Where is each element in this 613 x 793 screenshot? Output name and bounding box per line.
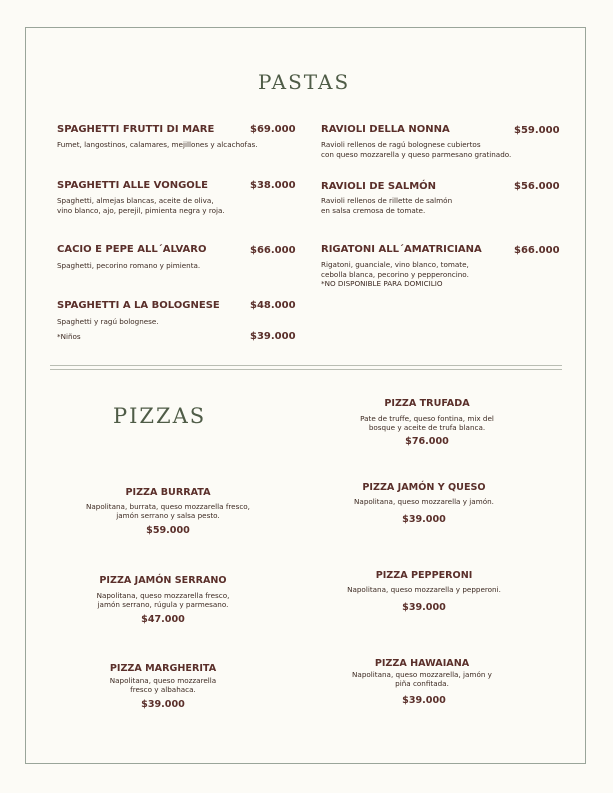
pizza-name: PIZZA HAWAIANA [374,658,470,669]
pizza-price: $76.000 [405,436,449,447]
pasta-name: SPAGHETTI FRUTTI DI MARE [57,124,215,135]
pizza-name: PIZZA MARGHERITA [109,663,217,674]
pizza-description: Napolitana, burrata, queso mozzarella fresco, jamón serrano y salsa pesto. [86,502,250,520]
pasta-name: CACIO E PEPE ALL´ALVARO [57,244,207,255]
pasta-description: Spaghetti, pecorino romano y pimienta. [57,261,201,270]
pasta-description: Spaghetti y ragú bolognese. [57,317,159,326]
pasta-price: $69.000 [250,124,296,135]
pizza-price: $39.000 [402,514,446,525]
ninos-label: *Niños [57,332,81,341]
pizza-description: Napolitana, queso mozzarella fresco, jamón serrano, rúgula y parmesano. [96,591,230,609]
pasta-price: $56.000 [514,181,560,192]
pizza-price: $39.000 [402,602,446,613]
pasta-name: SPAGHETTI ALLE VONGOLE [57,180,208,191]
pasta-name: RAVIOLI DE SALMÓN [321,181,437,192]
pasta-description: Ravioli rellenos de ragú bolognese cubiertos con queso mozzarella y queso parmesano gratinado. [321,140,512,159]
ninos-price: $39.000 [250,331,296,342]
section-divider-top [50,365,562,366]
pasta-price: $66.000 [514,245,560,256]
pasta-description: Fumet, langostinos, calamares, mejillones y alcachofas. [57,140,258,149]
pasta-description: Ravioli rellenos de rillette de salmón en salsa cremosa de tomate. [321,196,453,215]
pasta-price: $38.000 [250,180,296,191]
pizza-price: $39.000 [402,695,446,706]
pastas-title: PASTAS [258,70,351,94]
pizza-name: PIZZA BURRATA [125,487,211,498]
pasta-description: Rigatoni, guanciale, vino blanco, tomate, cebolla blanca, pecorino y pepperoncino. *NO DISPONIBLE PARA DOMICILIO [321,260,469,288]
pizza-price: $47.000 [141,614,185,625]
pasta-price: $66.000 [250,245,296,256]
pizza-price: $59.000 [146,525,190,536]
pizza-description: Napolitana, queso mozzarella, jamón y piña confitada. [352,670,492,688]
pizza-description: Napolitana, queso mozzarella y pepperoni. [347,585,501,594]
pizza-name: PIZZA JAMÓN Y QUESO [362,482,486,493]
section-divider-bottom [50,369,562,370]
pizza-name: PIZZA PEPPERONI [375,570,473,581]
pasta-name: RIGATONI ALL´AMATRICIANA [321,244,482,255]
pizza-description: Pate de truffe, queso fontina, mix del bosque y aceite de trufa blanca. [360,414,494,432]
pasta-price: $59.000 [514,125,560,136]
pasta-price: $48.000 [250,300,296,311]
pasta-name: SPAGHETTI A LA BOLOGNESE [57,300,220,311]
pizza-price: $39.000 [141,699,185,710]
menu-frame [25,27,586,764]
pizzas-title: PIZZAS [113,404,207,428]
pasta-name: RAVIOLI DELLA NONNA [321,124,450,135]
pizza-name: PIZZA TRUFADA [384,398,470,409]
pizza-description: Napolitana, queso mozzarella fresco y albahaca. [109,676,217,694]
pizza-name: PIZZA JAMÓN SERRANO [99,575,227,586]
pizza-description: Napolitana, queso mozzarella y jamón. [354,497,494,506]
pasta-description: Spaghetti, almejas blancas, aceite de oliva, vino blanco, ajo, perejil, pimienta negra y roja. [57,196,225,215]
